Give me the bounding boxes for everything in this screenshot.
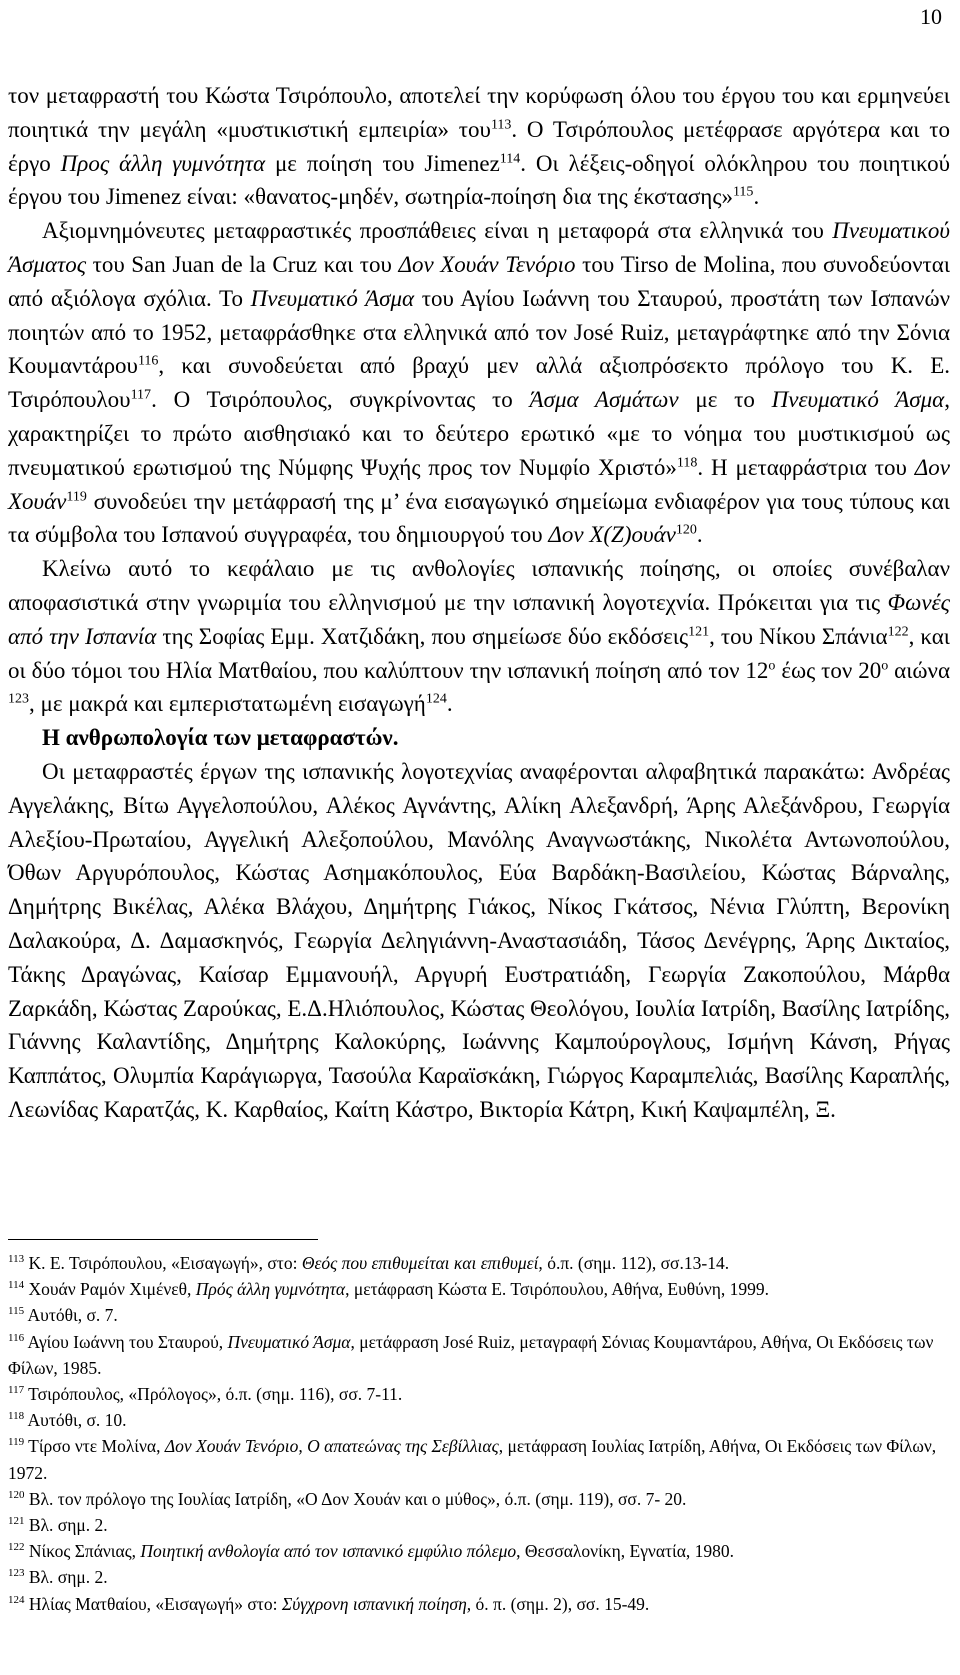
text-run: . Η μεταφράστρια του bbox=[697, 454, 915, 480]
text-run: ό.π. (σημ. 112), σσ.13-14. bbox=[542, 1253, 730, 1273]
italic-title: Δον Χουάν Τενόριο bbox=[398, 251, 576, 277]
footnote-ref: 114 bbox=[499, 150, 521, 166]
body-text bbox=[8, 79, 950, 1127]
paragraphs bbox=[8, 79, 950, 721]
footnote bbox=[8, 1302, 948, 1328]
footnote-ref: 124 bbox=[425, 691, 447, 707]
text-run: Κλείνω αυτό το κεφάλαιο με τις ανθολογίες ισπανικής ποίησης, οι οποίες συνέβαλαν αποφασιστικά στην γνωριμία του ελληνισμού με την ισπανική λογοτεχνία. Πρόκειται για τις bbox=[8, 556, 950, 615]
footnote bbox=[8, 1381, 948, 1407]
footnote-number: 122 bbox=[8, 1541, 25, 1554]
footnote-number: 121 bbox=[8, 1515, 25, 1528]
italic-title: Δον Χουάν Τενόριο, Ο απατεώνας της Σεβίλλιας bbox=[164, 1436, 499, 1457]
footnote-ref: ο bbox=[881, 657, 889, 673]
text-run: Αξιομνημόνευτες μεταφραστικές προσπάθειες είναι η μεταφορά στα ελληνικά του bbox=[42, 218, 833, 244]
footnote-number: 115 bbox=[8, 1305, 25, 1318]
footnote-ref: 123 bbox=[8, 691, 29, 707]
text-run: αιώνα bbox=[888, 657, 951, 683]
text-run: , μετάφραση Ιουλίας Ιατρίδη, Αθήνα, Οι Εκδόσεις των Φίλων, 1972. bbox=[8, 1436, 937, 1483]
text-run: , Θεσσαλονίκη, Εγνατία, 1980. bbox=[516, 1541, 735, 1562]
footnote bbox=[8, 1564, 948, 1590]
text-run: με ποίηση του Jimenez bbox=[265, 150, 500, 176]
footnote bbox=[8, 1512, 948, 1538]
footnote-ref: ο bbox=[768, 657, 776, 673]
footnotes bbox=[8, 1250, 948, 1617]
text-run: , χαρακτηρίζει το πρώτο αισθησιακό και το δεύτερο ερωτικό «με το νόημα του μυστικισμού ως πνευματικού ερωτισμού της Νύμφης Ψυχής προς τον Νυμφίο Χριστό» bbox=[8, 387, 950, 480]
text-run: Χουάν Ραμόν Χιμένεθ, bbox=[28, 1279, 196, 1300]
text-run: , και συνοδεύεται από βραχύ μεν αλλά αξιοπρόσεκτο πρόλογο του Κ. Ε. Τσιρόπουλου bbox=[8, 353, 950, 413]
italic-title: Θεός που επιθυμείται και επιθυμεί, bbox=[301, 1253, 543, 1273]
footnote bbox=[8, 1538, 948, 1564]
translators-paragraph: Οι μεταφραστές έργων της ισπανικής λογοτεχνίας αναφέρονται αλφαβητικά παρακάτω: Ανδρέας Αγγελάκης, Βίτω Αγγελοπούλου, Αλέκος Αγνάντης, Αλίκη Αλεξανδρή, Άρης Αλεξάνδρου, Γεωργία Αλεξίου-Πρωταίου, Αγγελική Αλεξοπούλου, Μανόλης Αναγνωστάκης, Νικολέτα Αντωνοπούλου, Όθων Αργυρόπουλος, Κώστας Ασημακόπουλος, Εύα Βαρδάκη-Βασιλείου, Κώστας Βάρναλης, Δημήτρης Βικέλας, Αλέκα Βλάχου, Δημήτρης Γιάκος, Νίκος Γκάτσος, Νένια Γλύπτη, Βερονίκη Δαλακούρα, Δ. Δαμασκηνός, Γεωργία Δεληγιάννη-Αναστασιάδη, Τάσος Δενέγρης, Άρης Δικταίος, Τάκης Δραγώνας, Καίσαρ Εμμανουήλ, Αργυρή Ευστρατιάδη, Γεωργία Ζακοπούλου, Μάρθα Ζαρκάδη, Κώστας Ζαρούκας, Ε.Δ.Ηλιόπουλος, Κώστας Θεολόγου, Ιουλία Ιατρίδη, Βασίλης Ιατρίδης, Γιάννης Καλαντίδης, Δημήτρης Καλοκύρης, Ιωάννης Καμπούρογλους, Ισμήνη Κάνση, Ρήγας Καππάτος, Ολυμπία Καράγιωργα, Τασούλα Καραϊσκάκη, Γιώργος Καραμπελιάς, Βασίλης Καραπλής, Λεωνίδας Καρατζάς, Κ. Καρθαίος, Καίτη Κάστρο, Βικτορία Κάτρη, Κική Καψαμπέλη, Ξ. bbox=[8, 758, 950, 1122]
text-run: Ηλίας Ματθαίου, «Εισαγωγή» στο: bbox=[28, 1593, 282, 1614]
italic-title: Άσμα Ασμάτων bbox=[529, 387, 679, 413]
page-number: 10 bbox=[920, 4, 942, 29]
text-run: . Οι λέξεις-οδηγοί ολόκληρου του ποιητικού έργου του Jimenez είναι: «θανατος-μηδέν, σωτηρία-ποίηση δια της έκστασης» bbox=[8, 150, 950, 210]
footnote-ref: 113 bbox=[490, 117, 512, 133]
section-heading: Η ανθρωπολογία των μεταφραστών. bbox=[42, 725, 399, 751]
italic-title: Δον Χουάν bbox=[8, 454, 950, 514]
italic-title: Προς άλλη γυμνότητα bbox=[60, 150, 266, 176]
text-run: Κ. Ε. Τσιρόπουλου, «Εισαγωγή», στο: bbox=[28, 1253, 302, 1273]
text-run: Αυτόθι, σ. 7. bbox=[27, 1305, 118, 1326]
footnote-number: 113 bbox=[8, 1253, 25, 1266]
text-run: Νίκος Σπάνιας, bbox=[28, 1541, 141, 1562]
text-run: του San Juan de la Cruz και του bbox=[86, 251, 399, 277]
text-run: , μετάφραση Κώστα Ε. Τσιρόπουλου, Αθήνα, Ευθύνη, 1999. bbox=[345, 1279, 770, 1300]
footnote-number: 124 bbox=[8, 1593, 25, 1606]
footnote-number: 123 bbox=[8, 1567, 25, 1580]
paragraph bbox=[8, 79, 950, 214]
italic-title: Δον Χ(Ζ)ουάν bbox=[548, 522, 676, 548]
footnote bbox=[8, 1329, 948, 1381]
text-run: ό. π. (σημ. 2), σσ. 15-49. bbox=[471, 1593, 650, 1614]
italic-title: Πνευματικό Άσμα bbox=[227, 1331, 351, 1352]
footnote-ref: 122 bbox=[887, 624, 909, 640]
footnote-ref: 118 bbox=[676, 455, 698, 471]
text-run: τον μεταφραστή του Κώστα Τσιρόπουλο, αποτελεί την κορύφωση όλου του έργου του και ερμηνεύει ποιητικά την μεγάλη «μυστικιστική εμπειρία» του bbox=[8, 83, 950, 142]
text-run: της Σοφίας Εμμ. Χατζιδάκη, που σημείωσε δύο εκδόσεις bbox=[156, 623, 689, 649]
text-run: , του Νίκου Σπάνια bbox=[709, 623, 888, 649]
text-run: Τσιρόπουλος, «Πρόλογος», ό.π. (σημ. 116), σσ. 7-11. bbox=[28, 1384, 403, 1405]
text-run: . bbox=[696, 522, 703, 548]
footnote-ref: 120 bbox=[675, 522, 697, 538]
text-run: Βλ. τον πρόλογο της Ιουλίας Ιατρίδη, «Ο Δον Χουάν και ο μύθος», ό.π. (σημ. 119), σσ. 7- 20. bbox=[28, 1488, 687, 1509]
footnote bbox=[8, 1433, 948, 1485]
italic-title: Σύγχρονη ισπανική ποίηση, bbox=[281, 1593, 472, 1614]
paragraph bbox=[8, 214, 950, 552]
italic-title: Πνευματικού Άσματος bbox=[8, 218, 950, 277]
text-run: συνοδεύει την μετάφρασή της μ’ ένα εισαγωγικό σημείωμα ενδιαφέρον για τους τύπους και τα σύμβολα του Ισπανού συγγραφέα, του δημιουργού του bbox=[8, 488, 950, 548]
text-run: , και οι δύο τόμοι του Ηλία Ματθαίου, που καλύπτουν την ισπανική ποίηση από τον 12 bbox=[8, 623, 950, 683]
text-run: έως τον 20 bbox=[775, 657, 882, 683]
footnote bbox=[8, 1591, 948, 1617]
footnote-ref: 117 bbox=[130, 387, 152, 403]
italic-title: Πνευματικό Άσμα bbox=[250, 285, 415, 311]
text-run: του Tirso de Molina, που συνοδεύονται από αξιόλογα σχόλια. Το bbox=[8, 251, 951, 311]
italic-title: Ποιητική ανθολογία από τον ισπανικό εμφύλιο πόλεμο bbox=[140, 1541, 517, 1562]
text-run: , με μακρά και εμπεριστατωμένη εισαγωγή bbox=[29, 691, 426, 717]
italic-title: Πρός άλλη γυμνότητα bbox=[195, 1279, 346, 1300]
footnote-number: 117 bbox=[8, 1384, 25, 1397]
footnote bbox=[8, 1250, 948, 1276]
paragraph bbox=[8, 552, 950, 721]
footnote-number: 114 bbox=[8, 1279, 25, 1292]
footnote-number: 119 bbox=[8, 1436, 25, 1449]
footnote bbox=[8, 1276, 948, 1302]
footnote-number: 120 bbox=[8, 1489, 25, 1501]
text-run: . Ο Τσιρόπουλος μετέφρασε αργότερα και το έργο bbox=[8, 116, 950, 176]
footnote bbox=[8, 1486, 948, 1512]
text-run: Τίρσο ντε Μολίνα, bbox=[28, 1436, 165, 1457]
text-run: Αυτόθι, σ. 10. bbox=[27, 1410, 127, 1431]
footnote-ref: 119 bbox=[66, 488, 87, 504]
text-run: Αγίου Ιωάννη του Σταυρού, bbox=[27, 1331, 228, 1352]
text-run: . Ο Τσιρόπουλος, συγκρίνοντας το bbox=[151, 387, 530, 413]
italic-title: Πνευματικό Άσμα bbox=[771, 387, 945, 413]
text-run: του Αγίου Ιωάννη του Σταυρού, προστάτη των Ισπανών ποιητών από το 1952, μεταφράσθηκε στα ελληνικά από τον José Ruiz, μεταγράφτηκε από την Σόνια Κουμαντάρου bbox=[8, 285, 951, 379]
text-run: Βλ. σημ. 2. bbox=[28, 1567, 108, 1588]
italic-title: Φωνές από την Ισπανία bbox=[8, 589, 950, 649]
footnote-number: 116 bbox=[8, 1331, 25, 1344]
text-run: Βλ. σημ. 2. bbox=[28, 1515, 108, 1536]
footnote-ref: 121 bbox=[688, 624, 710, 640]
text-run: . bbox=[446, 691, 453, 717]
footnote-ref: 115 bbox=[732, 184, 754, 200]
footnote-separator bbox=[8, 1239, 318, 1240]
footnote bbox=[8, 1407, 948, 1433]
footnote-ref: 116 bbox=[137, 353, 159, 369]
text-run: με το bbox=[678, 387, 772, 413]
text-run: , μετάφραση José Ruiz, μεταγραφή Σόνιας Κουμαντάρου, Αθήνα, Οι Εκδόσεις των Φίλων, 1985. bbox=[8, 1331, 934, 1378]
footnote-number: 118 bbox=[8, 1410, 25, 1423]
text-run: . bbox=[753, 184, 760, 210]
